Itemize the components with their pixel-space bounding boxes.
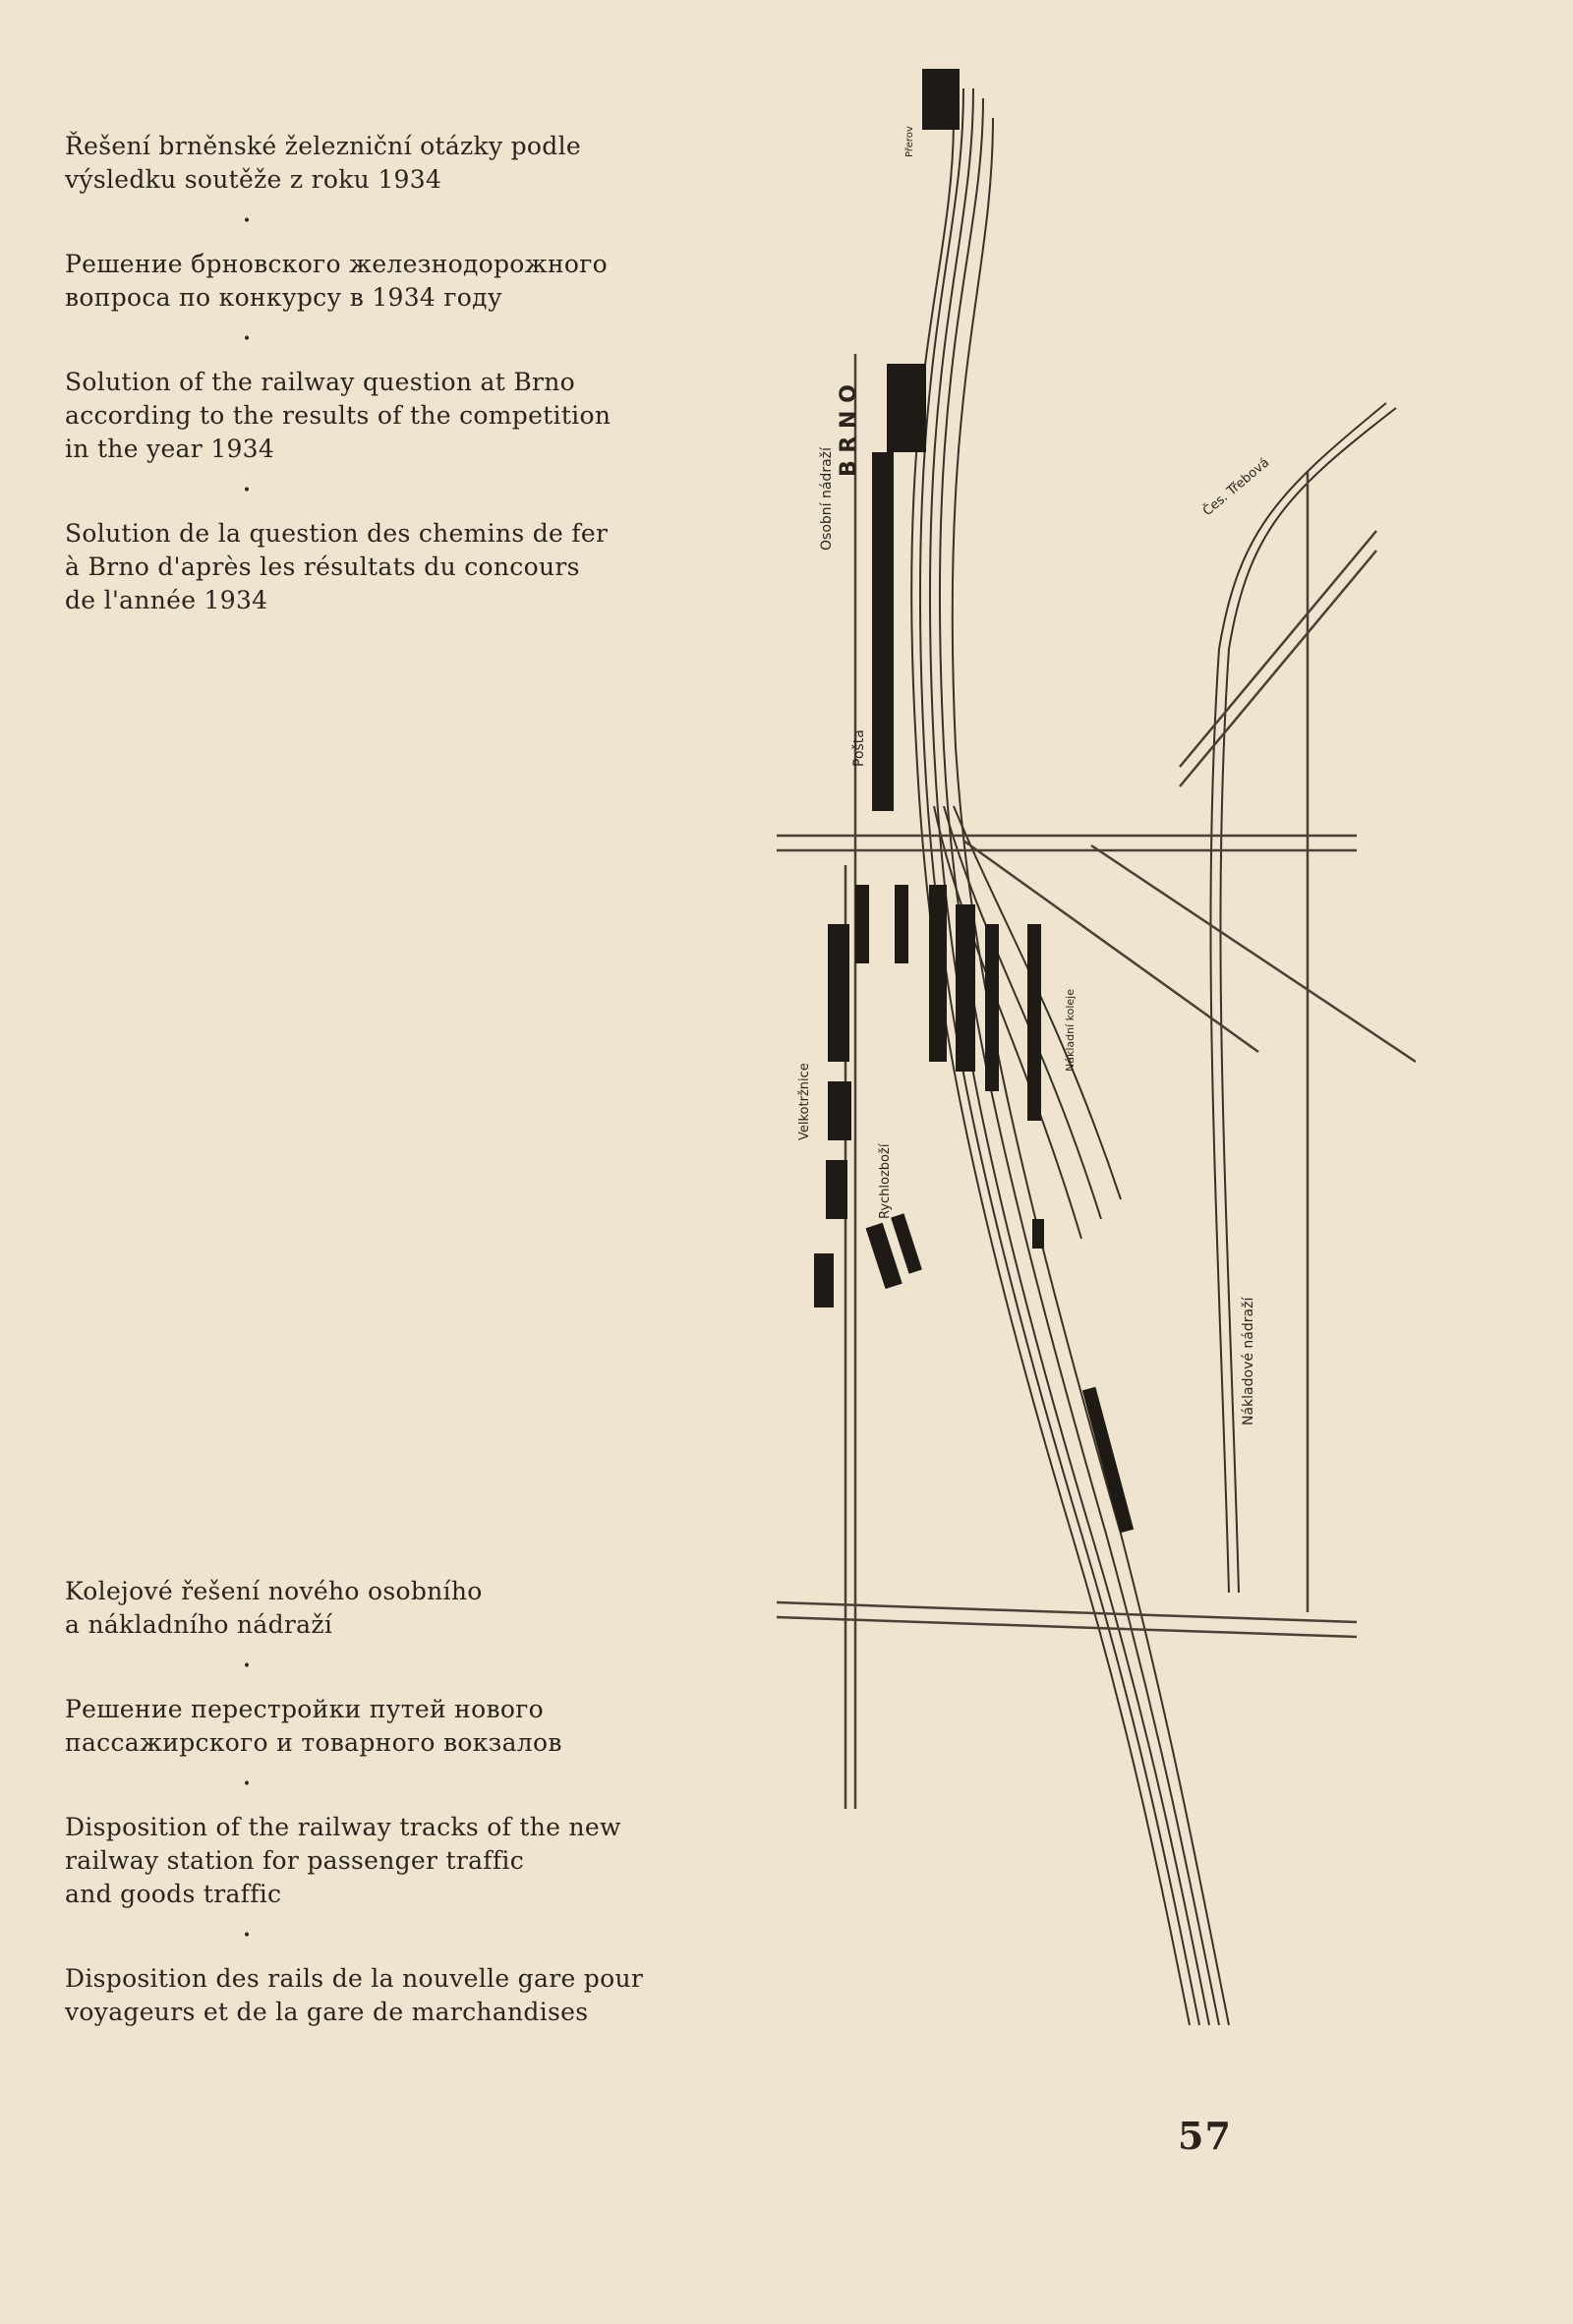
caption-czech: Řešení brněnské železniční otázky podle výsledku soutěže z roku 1934 <box>65 132 581 194</box>
railway-plan <box>669 59 1416 2055</box>
separator-bullet: • <box>242 213 252 229</box>
label-passenger-station: Osobní nádraží <box>819 447 835 551</box>
separator-bullet: • <box>242 1776 252 1792</box>
separator-bullet: • <box>242 483 252 498</box>
caption-czech: Kolejové řešení nového osobního a nákladního nádraží <box>65 1577 483 1639</box>
caption-french: Solution de la question des chemins de fer à Brno d'après les résultats du concours de l'année 1934 <box>65 519 609 614</box>
caption-block-bottom <box>65 1575 674 2029</box>
caption-russian: Решение перестройки путей нового пассажирского и товарного вокзалов <box>65 1695 562 1757</box>
label-ceska-trebova: Čes. Třebová <box>1199 455 1273 520</box>
label-express-goods: Rychlozboží <box>878 1143 893 1219</box>
caption-english: Solution of the railway question at Brno according to the results of the competition in the year 1934 <box>65 368 612 463</box>
caption-block-top <box>65 130 674 617</box>
page-number: 57 <box>1178 2114 1232 2158</box>
label-city: B R N O <box>837 384 861 477</box>
label-prerov: Přerov <box>904 126 915 157</box>
label-loading-tracks: Nákladní koleje <box>1064 989 1077 1072</box>
label-post: Pošta <box>851 729 867 767</box>
caption-english: Disposition of the railway tracks of the new railway station for passenger traffic and goods traffic <box>65 1813 621 1908</box>
separator-bullet: • <box>242 1658 252 1674</box>
separator-bullet: • <box>242 331 252 347</box>
label-goods-station: Nákladové nádraží <box>1241 1297 1256 1425</box>
caption-russian: Решение брновского железнодорожного вопроса по конкурсу в 1934 году <box>65 250 609 312</box>
caption-french: Disposition des rails de la nouvelle gare pour voyageurs et de la gare de marchandises <box>65 1964 644 2026</box>
label-velkotrznice: Velkotržnice <box>797 1063 812 1140</box>
separator-bullet: • <box>242 1928 252 1944</box>
